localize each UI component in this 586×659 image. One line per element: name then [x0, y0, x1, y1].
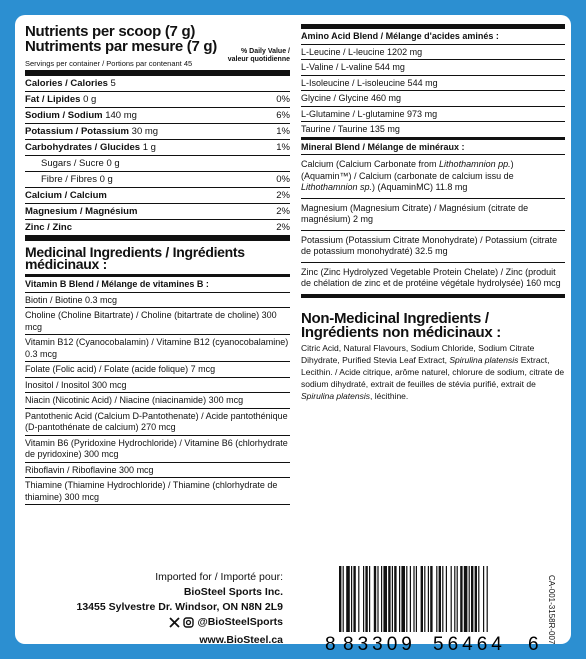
- amino-blend-header: Amino Acid Blend / Mélange d'acides aminés :: [301, 29, 565, 45]
- barcode-digit-1: 8: [325, 634, 336, 652]
- nonmed-title: Non-Medicinal Ingredients / Ingrédients non médicinaux :: [301, 309, 501, 341]
- mineral-item: Zinc (Zinc Hydrolyzed Vegetable Protein Chelate) / Zinc (produit de chélation de zinc et de protéine végétale hydrolysée) 160 mcg: [301, 263, 565, 295]
- amino-item: Glycine / Glycine 460 mg: [301, 91, 565, 107]
- nutrient-amount: 140 mg: [105, 110, 137, 121]
- nutrient-row: [25, 188, 290, 204]
- nutrient-amount: 0 g: [99, 174, 113, 185]
- barcode-bar: [446, 566, 447, 632]
- barcode-bar: [469, 566, 470, 632]
- barcode-bar: [436, 566, 437, 632]
- barcode-bar: [369, 566, 370, 632]
- nutrient-row: [25, 172, 290, 188]
- barcode-bar: [392, 566, 393, 632]
- ingredients-column: [301, 24, 565, 402]
- barcode-bar: [483, 566, 484, 632]
- nutrient-label: Carbohydrates / Glucides: [25, 142, 141, 153]
- nutrient-daily-value: 1%: [276, 126, 290, 137]
- barcode: [323, 566, 545, 652]
- nutrient-daily-value: 0%: [276, 174, 290, 185]
- imported-for: Imported for / Importé pour:: [155, 571, 283, 583]
- amino-item: L-Valine / L-valine 544 mg: [301, 60, 565, 76]
- nutrient-amount: 0 g: [83, 94, 97, 105]
- barcode-bar: [351, 566, 352, 632]
- divider: [25, 235, 290, 241]
- barcode-bar: [421, 566, 423, 632]
- nutrient-row: [25, 140, 290, 156]
- barcode-bar: [343, 566, 344, 632]
- nutrient-label: Sugars / Sucre: [41, 158, 104, 169]
- nutrition-column: [25, 23, 290, 646]
- nutrient-label: Calcium / Calcium: [25, 190, 107, 201]
- mineral-calcium: Calcium (Calcium Carbonate from Lithothamnion pp.) (Aquamin™) / Calcium (carbonate de calcium issu de Lithothamnion sp.) (AquaminMC) 11.8 mg: [301, 155, 565, 199]
- barcode-bar: [363, 566, 364, 632]
- nutrient-label: Zinc / Zinc: [25, 222, 72, 233]
- barcode-bar: [475, 566, 477, 632]
- barcode-bar: [381, 566, 382, 632]
- nutrient-daily-value: 2%: [276, 222, 290, 233]
- barcode-bar: [406, 566, 407, 632]
- company-name: BioSteel Sports Inc.: [183, 586, 283, 598]
- vitamin-blend-header: Vitamin B Blend / Mélange de vitamines B :: [25, 277, 290, 293]
- barcode-bar: [457, 566, 458, 632]
- nutrient-label: Sodium / Sodium: [25, 110, 103, 121]
- nutrient-daily-value: 2%: [276, 206, 290, 217]
- nutrient-daily-value: 1%: [276, 142, 290, 153]
- nutrient-row: [25, 92, 290, 108]
- side-code: CA-001-3158R-007: [547, 575, 556, 645]
- vitamin-item: Folate (Folic acid) / Folate (acide folique) 7 mcg: [25, 362, 290, 378]
- barcode-bar: [388, 566, 390, 632]
- x-logo-icon: [169, 617, 180, 628]
- nutrient-amount: 30 mg: [131, 126, 159, 137]
- vitamin-item: Vitamin B12 (Cyanocobalamin) / Vitamine B12 (cyanocobalamine) 0.3 mcg: [25, 335, 290, 362]
- barcode-bar: [442, 566, 443, 632]
- divider: [301, 294, 565, 298]
- vitamin-item: Niacin (Nicotinic Acid) / Niacine (niacinamide) 300 mcg: [25, 393, 290, 409]
- barcode-bars: [339, 566, 488, 632]
- nutrition-header: [25, 24, 290, 68]
- nutrient-label: Fat / Lipides: [25, 94, 81, 105]
- nutrient-label: Calories / Calories: [25, 78, 108, 89]
- mineral-item: Potassium (Potassium Citrate Monohydrate) / Potassium (citrate de potassium monohydraté) 32.5 mg: [301, 231, 565, 263]
- nutrient-table: [25, 76, 290, 236]
- mineral-blend-header: Mineral Blend / Mélange de minéraux :: [301, 140, 565, 156]
- barcode-bar: [374, 566, 376, 632]
- barcode-digit-4: 6: [528, 634, 539, 652]
- barcode-bar: [428, 566, 429, 632]
- barcode-bar: [346, 566, 350, 632]
- nutrient-row: [25, 156, 290, 172]
- servings-per-container: Servings per container / Portions par contenant 45: [25, 59, 193, 68]
- daily-value-header: % Daily Value / valeur quotidienne: [227, 48, 290, 63]
- barcode-bar: [339, 566, 341, 632]
- amino-item: Taurine / Taurine 135 mg: [301, 122, 565, 138]
- nutrient-label: Magnesium / Magnésium: [25, 206, 138, 217]
- barcode-bar: [353, 566, 355, 632]
- vitamin-item: Choline (Choline Bitartrate) / Choline (bitartrate de choline) 300 mcg: [25, 308, 290, 335]
- barcode-bar: [454, 566, 455, 632]
- nonmed-text: Citric Acid, Natural Flavours, Sodium Chloride, Sodium Citrate Dihydrate, Purified Stevia Leaf Extract, Spirulina platensis Extract, Lecithin. / Acide citrique, arôme naturel, chlorure de sodium, citrate de sodium dihydraté, extrait de feuilles de stévia purifié, extrait de Spirulina platensis, lécithine.: [301, 342, 565, 401]
- barcode-digits-2: 83309: [343, 634, 416, 652]
- company-address: 13455 Sylvestre Dr. Windsor, ON N8N 2L9: [76, 601, 283, 613]
- amino-item: L-Glutamine / L-glutamine 973 mg: [301, 107, 565, 123]
- nutrition-title-en: Nutrients per scoop (7 g): [25, 23, 196, 40]
- nutrient-row: [25, 108, 290, 124]
- barcode-bar: [358, 566, 359, 632]
- barcode-bar: [410, 566, 411, 632]
- nutrient-row: [25, 204, 290, 220]
- amino-item: L-Isoleucine / L-isoleucine 544 mg: [301, 76, 565, 92]
- barcode-bar: [377, 566, 378, 632]
- barcode-bar: [383, 566, 387, 632]
- vitamin-item: Vitamin B6 (Pyridoxine Hydrochloride) / Vitamine B6 (chlorhydrate de pyridoxine) 300 mcg: [25, 436, 290, 463]
- barcode-bar: [399, 566, 400, 632]
- nutrient-daily-value: 0%: [276, 94, 290, 105]
- website: www.BioSteel.ca: [199, 634, 283, 646]
- barcode-bar: [471, 566, 473, 632]
- barcode-bar: [451, 566, 452, 632]
- barcode-bar: [365, 566, 367, 632]
- barcode-bar: [464, 566, 468, 632]
- nutrient-amount: 0 g: [106, 158, 120, 169]
- label-panel: [15, 15, 571, 652]
- vitamin-item: Pantothenic Acid (Calcium D-Pantothenate) / Acide pantothénique (D-pantothénate de calcium) 270 mcg: [25, 409, 290, 436]
- vitamin-item: Riboflavin / Riboflavine 300 mcg: [25, 463, 290, 479]
- barcode-bar: [460, 566, 462, 632]
- medicinal-title: Medicinal Ingredients / Ingrédients médicinaux :: [25, 244, 245, 272]
- barcode-bar: [424, 566, 425, 632]
- nutrient-daily-value: 2%: [276, 190, 290, 201]
- nutrition-title-fr: Nutriments par mesure (7 g): [25, 38, 217, 55]
- instagram-icon: [183, 617, 194, 628]
- mineral-item: Magnesium (Magnesium Citrate) / Magnésium (citrate de magnésium) 2 mg: [301, 199, 565, 231]
- barcode-bar: [478, 566, 479, 632]
- barcode-bar: [487, 566, 488, 632]
- barcode-bar: [439, 566, 441, 632]
- nutrient-row: [25, 124, 290, 140]
- barcode-bar: [394, 566, 396, 632]
- importer-block: [25, 570, 283, 648]
- nutrient-amount: 1 g: [142, 142, 156, 153]
- nutrient-amount: 5: [110, 78, 116, 89]
- barcode-digits-3: 56464: [433, 634, 506, 652]
- nutrient-daily-value: 6%: [276, 110, 290, 121]
- vitamin-item: Biotin / Biotine 0.3 mcg: [25, 293, 290, 309]
- mineral-list: [301, 199, 565, 295]
- nutrient-row: [25, 220, 290, 236]
- barcode-bar: [430, 566, 432, 632]
- vitamin-item: Thiamine (Thiamine Hydrochloride) / Thiamine (chlorhydrate de thiamine) 300 mcg: [25, 478, 290, 505]
- vitamin-list: [25, 293, 290, 506]
- social-handle: @BioSteelSports: [169, 615, 283, 630]
- nutrient-label: Potassium / Potassium: [25, 126, 130, 137]
- barcode-bar: [401, 566, 405, 632]
- amino-list: [301, 45, 565, 138]
- barcode-bar: [416, 566, 417, 632]
- amino-item: L-Leucine / L-leucine 1202 mg: [301, 45, 565, 61]
- vitamin-item: Inositol / Inositol 300 mcg: [25, 378, 290, 394]
- barcode-bar: [413, 566, 414, 632]
- nutrient-row: [25, 76, 290, 92]
- nutrient-label: Fibre / Fibres: [41, 174, 97, 185]
